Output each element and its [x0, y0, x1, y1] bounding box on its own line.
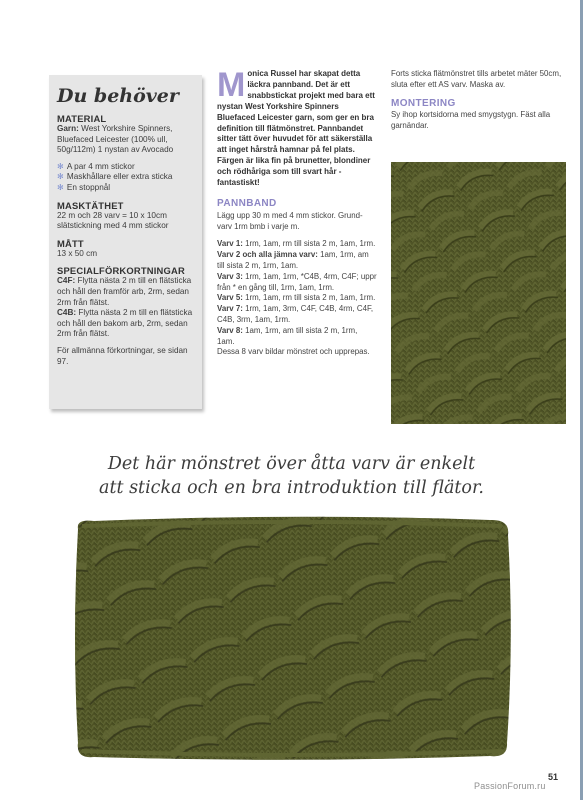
materials-sidebar	[49, 75, 202, 409]
abbreviation-code: C4B:	[57, 308, 77, 318]
pull-quote	[60, 452, 523, 500]
pattern-row	[217, 250, 377, 272]
row-label: Varv 1:	[217, 239, 243, 249]
drop-cap: M	[217, 66, 246, 104]
material-desc: West Yorkshire Spinners, Bluefaced Leicester (100% ull, 50g/112m) 1 nystan av Avocado	[57, 124, 174, 155]
gauge-heading: MASKTÄTHET	[57, 199, 124, 211]
snowflake-bullet-icon: ✻	[57, 182, 64, 192]
abbreviations-heading: SPECIALFÖRKORTNINGAR	[57, 265, 185, 277]
assembly-heading: MONTERING	[391, 97, 456, 109]
size-heading: MÅTT	[57, 237, 84, 249]
snowflake-bullet-icon: ✻	[57, 161, 64, 171]
tool-item	[57, 162, 194, 173]
continue-text: Forts sticka flätmönstret tills arbetet mäter 50cm, sluta efter ett AS varv. Maska av.	[391, 69, 562, 89]
row-label: Varv 7:	[217, 304, 243, 314]
knitted-swatch-detail-photo	[391, 162, 566, 424]
gauge-text: 22 m och 28 varv = 10 x 10cm slätstickning med 4 mm stickor	[57, 210, 169, 231]
row-text: 1rm, 1am, 1rm, *C4B, 4rm, C4F; uppr från * en gång till, 1rm, 1am, 1rm.	[217, 271, 377, 292]
size-text: 13 x 50 cm	[57, 248, 98, 258]
row-label: Varv 8:	[217, 325, 243, 335]
assembly-text: Sy ihop kortsidorna med smygstygn. Fäst alla garnändar.	[391, 110, 551, 131]
page-number: 51	[548, 772, 559, 782]
tool-item	[57, 183, 194, 194]
abbreviation-text: Flytta nästa 2 m till en flätsticka och håll den framför arb, 2rm, sedan 2rm från flätst.	[57, 276, 192, 307]
pattern-row	[217, 272, 377, 294]
pattern-row	[217, 304, 377, 326]
pull-quote-line: att sticka och en bra introduktion till flätor.	[99, 478, 484, 498]
repeat-note: Dessa 8 varv bildar mönstret och upprepas.	[217, 347, 370, 357]
knitted-headband-swatch-photo	[70, 515, 515, 762]
row-text: 1rm, 1am, rm till sista 2 m, 1am, 1rm.	[242, 293, 376, 303]
pattern-row	[217, 239, 377, 250]
pattern-row	[217, 293, 377, 304]
sidebar-title: Du behöver	[57, 85, 179, 107]
cast-on-text: Lägg upp 30 m med 4 mm stickor. Grund-varv 1rm bmb i varje m.	[217, 210, 363, 231]
row-text: 1am, 1rm, am till sista 2 m, 1rm, 1am.	[217, 250, 369, 270]
tool-item	[57, 172, 194, 183]
pull-quote-line: Det här mönstret över åtta varv är enkelt	[107, 454, 476, 474]
row-text: 1rm, 1am, rm till sista 2 m, 1am, 1rm.	[242, 239, 376, 249]
pattern-row	[217, 326, 377, 348]
material-text	[57, 124, 194, 156]
abbreviation-code: C4F:	[57, 276, 76, 286]
pattern-column	[217, 66, 377, 358]
abbreviation-text: Flytta nästa 2 m till en flätsticka och håll den bakom arb, 2rm, sedan 2rm från flätst.	[57, 308, 193, 339]
finishing-column	[391, 69, 566, 132]
abbreviation-item	[57, 276, 194, 308]
intro-paragraph: onica Russel har skapat detta läckra pannband. Det är ett snabbstickat projekt med bara ett nystan West Yorkshire Spinners Bluefaced Leicester garn, som ger en bra definition till flätmönstret. Pannbandet sitter tätt över huvudet för att säkerställa att inget hårstrå hamnar på fel plats. Färgen är lika fin på brunetter, blondiner och rödhåriga som till svart hår - fantastiskt!	[217, 69, 375, 188]
row-text: 1am, 1rm, am till sista 2 m, 1rm, 1am.	[217, 325, 358, 346]
pattern-heading: PANNBAND	[217, 197, 277, 209]
row-label: Varv 2 och alla jämna varv:	[217, 250, 318, 260]
material-heading: MATERIAL	[57, 113, 107, 124]
tool-item-label: A par 4 mm stickor	[66, 161, 135, 171]
watermark: PassionForum.ru	[474, 781, 546, 791]
abbreviations-footnote: För allmänna förkortningar, se sidan 97.	[57, 345, 188, 366]
material-label: Garn:	[57, 124, 79, 133]
row-label: Varv 3:	[217, 271, 243, 281]
row-text: 1rm, 1am, 3rm, C4F, C4B, 4rm, C4F, C4B, 3rm, 1am, 1rm.	[217, 304, 374, 324]
row-label: Varv 5:	[217, 293, 243, 303]
snowflake-bullet-icon: ✻	[57, 172, 64, 182]
tool-item-label: Maskhållare eller extra sticka	[66, 172, 173, 182]
abbreviation-item	[57, 308, 194, 340]
tool-item-label: En stoppnål	[66, 182, 111, 192]
